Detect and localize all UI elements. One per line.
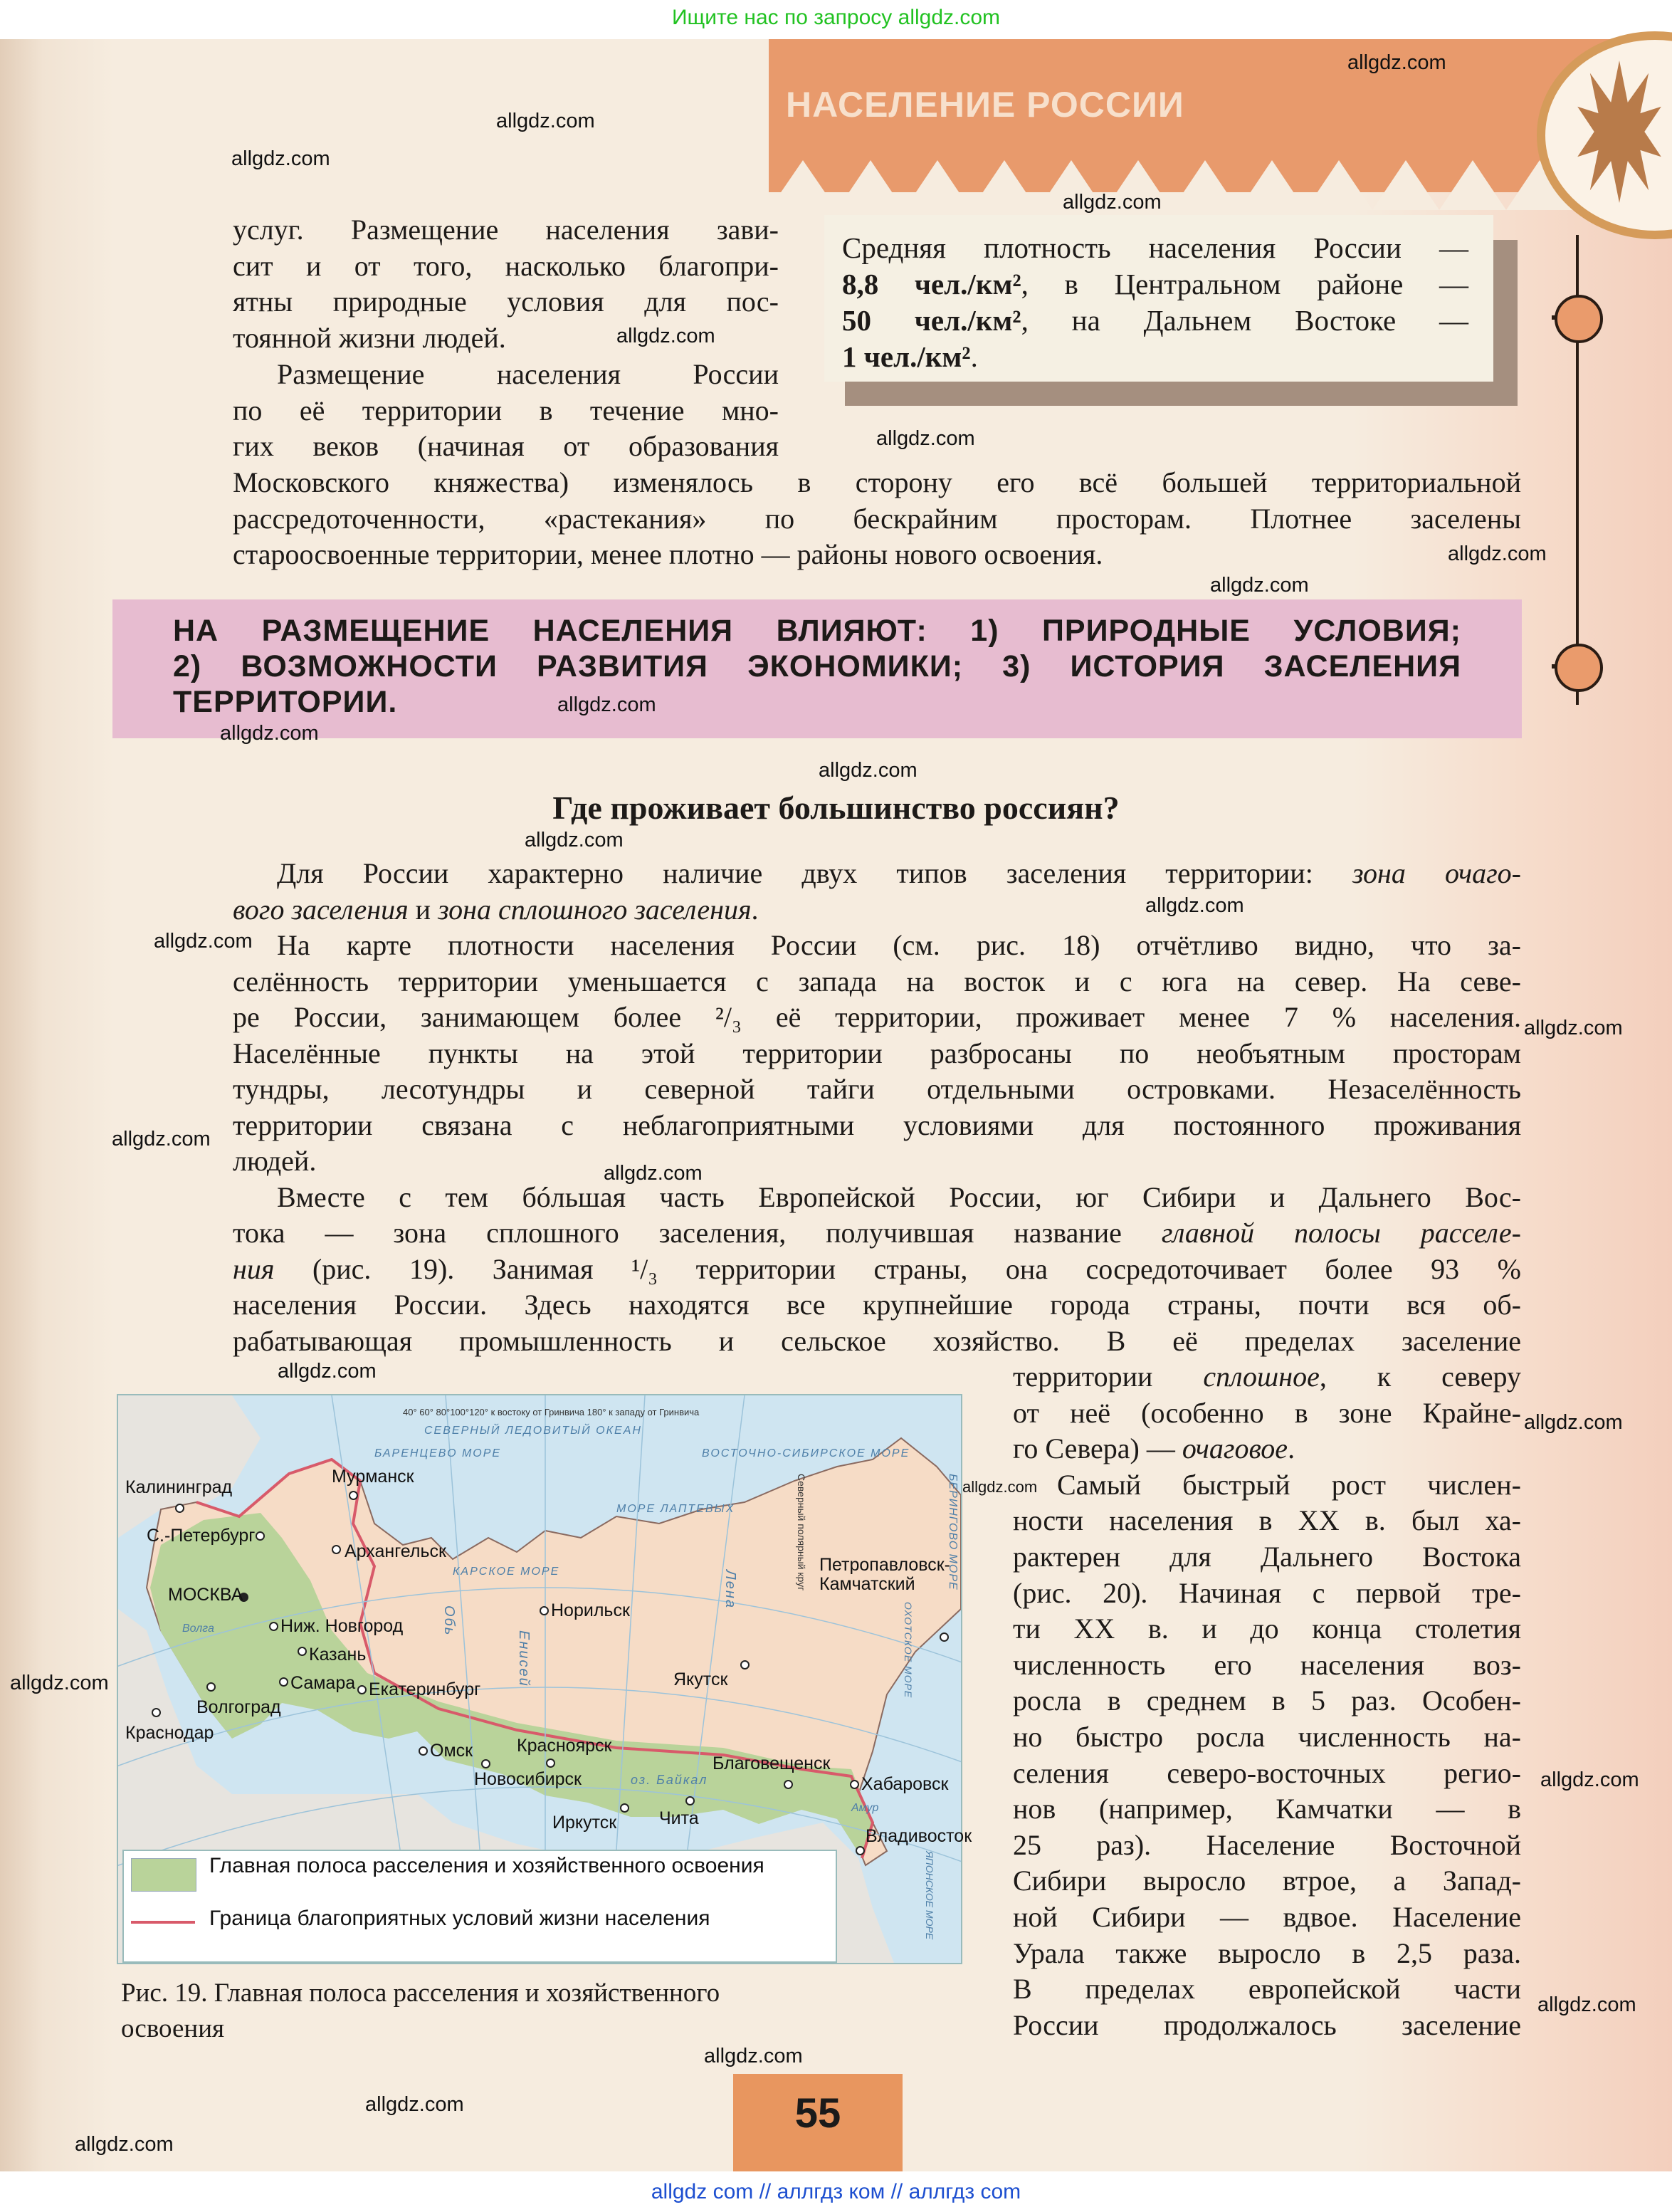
text-run: нов (например, Камчатки — в bbox=[1013, 1793, 1521, 1825]
city-marker bbox=[175, 1504, 184, 1513]
text-run: но быстро росла численность на- bbox=[1013, 1721, 1521, 1753]
text-run: староосвоенные территории, менее плотно — районы нового освоения. bbox=[233, 538, 1103, 571]
city-label: Хабаровск bbox=[861, 1774, 949, 1794]
sea-label: ВОСТОЧНО-СИБИРСКОЕ МОРЕ bbox=[702, 1447, 910, 1459]
bottom-banner[interactable]: allgdz com // аллгдз ком // аллгдз com bbox=[0, 2171, 1672, 2212]
text-run: рассредоточенности, «растекания» по бескрайним просторам. Плотнее заселены bbox=[233, 502, 1521, 535]
city-label: Волгоград bbox=[196, 1697, 281, 1717]
city-label: Красноярск bbox=[517, 1736, 612, 1756]
chapter-title: НАСЕЛЕНИЕ РОССИИ bbox=[786, 85, 1184, 125]
text-line bbox=[1013, 1576, 1521, 1611]
city-marker bbox=[152, 1708, 161, 1717]
text-line bbox=[1013, 1431, 1295, 1467]
city-label: Петропавловск-Камчатский bbox=[819, 1555, 950, 1594]
watermark: allgdz.com bbox=[496, 110, 595, 132]
city-label: Екатеринбург bbox=[369, 1679, 481, 1699]
text-run: Для России характерно наличие двух типов заселения территории: bbox=[277, 857, 1352, 889]
city-marker bbox=[685, 1796, 695, 1805]
text-run: . bbox=[970, 340, 978, 373]
text-line bbox=[233, 320, 506, 356]
map-legend bbox=[122, 1850, 837, 1963]
text-line bbox=[233, 501, 1521, 537]
watermark: allgdz.com bbox=[819, 759, 918, 782]
bold-value: 50 чел./км² bbox=[842, 304, 1021, 337]
text-run: от неё (особенно в зоне Крайне- bbox=[1013, 1396, 1521, 1429]
city-marker bbox=[784, 1780, 793, 1789]
city-marker bbox=[357, 1685, 367, 1694]
city-marker bbox=[481, 1759, 490, 1768]
city-label: Омск bbox=[430, 1741, 473, 1761]
text-run: го Севера) — bbox=[1013, 1432, 1182, 1465]
sea-label: ОХОТСКОЕ МОРЕ bbox=[903, 1602, 914, 1699]
text-run: Населённые пункты на этой территории разбросаны по необъятным просторам bbox=[233, 1037, 1521, 1069]
key-fact-line: ТЕРРИТОРИИ. bbox=[173, 685, 398, 719]
city-label: МОСКВА bbox=[168, 1585, 243, 1605]
watermark: allgdz.com bbox=[278, 1360, 377, 1383]
legend-swatch-border bbox=[131, 1921, 195, 1924]
city-label: Владивосток bbox=[866, 1826, 972, 1846]
text-run: . bbox=[751, 893, 759, 926]
text-line bbox=[1013, 1863, 1521, 1899]
text-line bbox=[1013, 1359, 1521, 1395]
text-run: Вместе с тем бóльшая часть Европейской России, юг Сибири и Дальнего Вос- bbox=[277, 1180, 1521, 1213]
city-label: Чита bbox=[659, 1808, 699, 1828]
city-label: Самара bbox=[290, 1673, 356, 1693]
text-run: тока — зона сплошного заселения, получившая название bbox=[233, 1217, 1162, 1249]
text-run: , на Дальнем Востоке — bbox=[1021, 304, 1468, 337]
watermark: allgdz.com bbox=[1210, 574, 1309, 597]
text-line bbox=[1013, 1971, 1521, 2007]
timeline-knob bbox=[1555, 644, 1603, 692]
lake-label: оз. Байкал bbox=[631, 1773, 708, 1787]
watermark: allgdz.com bbox=[1540, 1768, 1639, 1791]
text-run: (рис. 20). Начиная с первой тре- bbox=[1013, 1576, 1521, 1609]
river-label: Енисей bbox=[516, 1630, 532, 1687]
city-marker bbox=[419, 1746, 428, 1756]
text-line bbox=[233, 1071, 1521, 1107]
text-line bbox=[233, 1036, 1521, 1071]
bold-value: 1 чел./км² bbox=[842, 340, 971, 373]
watermark: allgdz.com bbox=[220, 722, 319, 745]
text-run: тоянной жизни людей. bbox=[233, 322, 506, 355]
sea-label: СЕВЕРНЫЙ ЛЕДОВИТЫЙ ОКЕАН bbox=[424, 1425, 642, 1437]
watermark: allgdz.com bbox=[1347, 51, 1446, 74]
city-marker bbox=[206, 1682, 216, 1692]
legend-label: Граница благоприятных условий жизни населения bbox=[209, 1907, 710, 1930]
text-line bbox=[277, 1180, 1521, 1215]
text-line bbox=[233, 892, 759, 928]
text-line bbox=[233, 1252, 1521, 1287]
text-run: гих веков (начиная от образования bbox=[233, 430, 779, 463]
watermark: allgdz.com bbox=[365, 2093, 464, 2116]
watermark: allgdz.com bbox=[616, 325, 715, 347]
italic-term: вого заселения bbox=[233, 893, 409, 926]
text-line bbox=[1013, 2008, 1521, 2043]
text-line bbox=[233, 1000, 1521, 1035]
text-line bbox=[1013, 1719, 1521, 1755]
text-run: На карте плотности населения России (см. рис. 18) отчётливо видно, что за- bbox=[277, 929, 1521, 961]
city-marker bbox=[740, 1660, 750, 1670]
river-label: Амур bbox=[851, 1802, 879, 1814]
city-label: Краснодар bbox=[125, 1723, 214, 1743]
text-line bbox=[1013, 1756, 1521, 1791]
watermark: allgdz.com bbox=[962, 1478, 1038, 1496]
polar-circle-label: Северный полярный круг bbox=[796, 1474, 807, 1591]
watermark: allgdz.com bbox=[1537, 1993, 1636, 2016]
text-line bbox=[1013, 1899, 1521, 1935]
text-line bbox=[233, 284, 779, 320]
sea-label: ЯПОНСКОЕ МОРЕ bbox=[924, 1851, 935, 1940]
text-line bbox=[233, 1323, 1521, 1359]
sea-label: КАРСКОЕ МОРЕ bbox=[453, 1566, 560, 1578]
city-marker bbox=[349, 1491, 358, 1500]
city-marker bbox=[269, 1622, 278, 1631]
text-run: 25 раз). Население Восточной bbox=[1013, 1828, 1521, 1861]
graticule-label: 40° 60° 80°100°120° к востоку от Гринвича 180° к западу от Гринвича bbox=[403, 1407, 700, 1417]
legend-swatch-belt bbox=[131, 1858, 196, 1892]
text-run: росла в среднем в 5 раз. Особен- bbox=[1013, 1684, 1521, 1717]
city-label: С.-Петербург bbox=[147, 1526, 256, 1546]
city-marker bbox=[279, 1677, 288, 1687]
text-run: населения России. Здесь находятся все крупнейшие города страны, почти вся об- bbox=[233, 1289, 1521, 1321]
text-line bbox=[1013, 1791, 1521, 1827]
box-shadow bbox=[845, 382, 1518, 406]
watermark: allgdz.com bbox=[525, 829, 624, 851]
italic-term: очаговое bbox=[1182, 1432, 1288, 1465]
watermark: allgdz.com bbox=[1524, 1017, 1623, 1039]
city-label: Архангельск bbox=[345, 1541, 446, 1561]
text-line bbox=[233, 537, 1103, 572]
text-line bbox=[1013, 1936, 1521, 1971]
text-line bbox=[842, 339, 978, 374]
zigzag-edge bbox=[769, 153, 1623, 210]
city-marker bbox=[940, 1632, 949, 1642]
city-marker bbox=[540, 1606, 549, 1615]
city-marker bbox=[620, 1803, 629, 1813]
text-run: селения северо-восточных регио- bbox=[1013, 1756, 1521, 1789]
watermark: allgdz.com bbox=[112, 1128, 211, 1150]
text-line bbox=[842, 266, 1468, 302]
watermark: allgdz.com bbox=[1145, 894, 1244, 917]
text-run: Московского княжества) изменялось в сторону его всё большей территориальной bbox=[233, 466, 1521, 498]
text-line bbox=[1013, 1611, 1521, 1647]
sea-label: БАРЕНЦЕВО МОРЕ bbox=[374, 1447, 502, 1459]
text-run: В пределах европейской части bbox=[1013, 1973, 1521, 2006]
watermark: allgdz.com bbox=[75, 2133, 174, 2156]
text-run: , к северу bbox=[1319, 1361, 1522, 1393]
text-run: рабатывающая промышленность и сельское хозяйство. В её пределах заселение bbox=[233, 1324, 1521, 1357]
text-run: (рис. 19). Занимая ¹/₃ территории страны, она сосредоточивает более 93 % bbox=[274, 1252, 1521, 1285]
text-line bbox=[1057, 1467, 1521, 1503]
city-label: Благовещенск bbox=[713, 1754, 831, 1773]
city-marker bbox=[256, 1531, 265, 1541]
river-label: Лена bbox=[722, 1570, 738, 1609]
text-line bbox=[233, 465, 1521, 500]
top-banner[interactable]: Ищите нас по запросу allgdz.com bbox=[671, 6, 1001, 29]
text-run: России продолжалось заселение bbox=[1013, 2008, 1521, 2041]
text-run: тундры, лесотундры и северной тайги отдельными островками. Незаселённость bbox=[233, 1073, 1521, 1105]
watermark: allgdz.com bbox=[557, 693, 656, 716]
watermark: allgdz.com bbox=[10, 1672, 109, 1694]
star-icon bbox=[1577, 61, 1662, 203]
key-fact-line: НА РАЗМЕЩЕНИЕ НАСЕЛЕНИЯ ВЛИЯЮТ: 1) ПРИРОДНЫЕ УСЛОВИЯ; bbox=[173, 614, 1461, 648]
text-run: ной Сибири — вдвое. Население bbox=[1013, 1901, 1521, 1933]
text-line bbox=[233, 1287, 1521, 1323]
text-line bbox=[233, 1143, 316, 1179]
text-line bbox=[1013, 1647, 1521, 1683]
watermark: allgdz.com bbox=[1063, 191, 1162, 214]
timeline-knob bbox=[1555, 295, 1603, 343]
text-line bbox=[277, 856, 1521, 891]
sea-label: БЕРИНГОВО МОРЕ bbox=[947, 1474, 959, 1590]
text-line bbox=[233, 1108, 1521, 1143]
text-line bbox=[233, 393, 779, 429]
text-run: Урала также выросло в 2,5 раза. bbox=[1013, 1936, 1521, 1969]
page-number: 55 bbox=[794, 2090, 841, 2137]
text-run: , в Центральном районе — bbox=[1021, 268, 1468, 300]
text-line bbox=[1013, 1395, 1521, 1431]
text-run: по её территории в течение мно- bbox=[233, 394, 779, 426]
city-label: Иркутск bbox=[552, 1813, 617, 1833]
city-label: Мурманск bbox=[332, 1467, 414, 1487]
city-marker bbox=[856, 1846, 865, 1855]
text-line bbox=[1013, 1503, 1521, 1539]
text-line bbox=[1013, 1539, 1521, 1575]
text-run: Средняя плотность населения России — bbox=[842, 231, 1468, 264]
italic-term: зона сплошного заселения bbox=[438, 893, 752, 926]
settlement-map bbox=[117, 1394, 972, 1964]
text-run: численность его населения воз- bbox=[1013, 1648, 1521, 1681]
text-line bbox=[842, 303, 1468, 338]
city-marker bbox=[850, 1780, 859, 1789]
text-line bbox=[233, 1215, 1521, 1251]
text-run: сит и от того, насколько благопри- bbox=[233, 249, 779, 282]
city-label: Ниж. Новгород bbox=[280, 1616, 404, 1636]
river-label: Обь bbox=[441, 1605, 457, 1637]
legend-label: Главная полоса расселения и хозяйственного освоения bbox=[209, 1854, 764, 1877]
key-fact-line: 2) ВОЗМОЖНОСТИ РАЗВИТИЯ ЭКОНОМИКИ; 3) ИСТОРИЯ ЗАСЕЛЕНИЯ bbox=[173, 649, 1461, 683]
text-run: и bbox=[408, 893, 438, 926]
text-run: ятны природные условия для пос- bbox=[233, 285, 779, 318]
text-run: Размещение населения России bbox=[277, 357, 779, 390]
text-run: селённость территории уменьшается с запада на восток и с юга на север. На севе- bbox=[233, 965, 1521, 997]
text-line bbox=[277, 928, 1521, 963]
watermark: allgdz.com bbox=[231, 147, 330, 170]
watermark: allgdz.com bbox=[154, 930, 253, 953]
italic-term: главной полосы расселе- bbox=[1161, 1217, 1521, 1249]
italic-term: сплошное bbox=[1203, 1361, 1320, 1393]
text-line bbox=[1013, 1828, 1521, 1863]
text-line bbox=[233, 212, 779, 248]
text-run: ти XX в. и до конца столетия bbox=[1013, 1613, 1521, 1645]
text-line bbox=[233, 429, 779, 464]
text-run: территории связана с неблагоприятными условиями для постоянного проживания bbox=[233, 1108, 1521, 1141]
city-marker bbox=[332, 1545, 341, 1554]
city-label: Калининград bbox=[125, 1477, 233, 1497]
text-run: людей. bbox=[233, 1145, 317, 1177]
text-run: рактерен для Дальнего Востока bbox=[1013, 1541, 1521, 1573]
text-run: услуг. Размещение населения зави- bbox=[233, 214, 779, 246]
river-label: Волга bbox=[182, 1623, 214, 1635]
text-line bbox=[233, 964, 1521, 1000]
italic-term: зона очаго- bbox=[1352, 857, 1521, 889]
city-label: Новосибирск bbox=[474, 1769, 582, 1789]
watermark: allgdz.com bbox=[604, 1162, 703, 1185]
italic-term: ния bbox=[233, 1252, 275, 1285]
text-run: ре России, занимающем более ²/₃ её территории, проживает менее 7 % населения. bbox=[233, 1001, 1521, 1033]
watermark: allgdz.com bbox=[1524, 1411, 1623, 1434]
city-marker bbox=[298, 1647, 307, 1656]
text-run: Сибири выросло втрое, а Запад- bbox=[1013, 1865, 1521, 1897]
section-heading: Где проживает большинство россиян? bbox=[552, 790, 1120, 826]
city-label: Норильск bbox=[551, 1600, 630, 1620]
text-run: территории bbox=[1013, 1361, 1204, 1393]
city-label: Казань bbox=[309, 1645, 367, 1665]
watermark: allgdz.com bbox=[876, 427, 975, 450]
figure-caption: освоения bbox=[121, 2014, 225, 2043]
text-line bbox=[842, 230, 1468, 266]
text-line bbox=[233, 248, 779, 284]
watermark: allgdz.com bbox=[1448, 542, 1547, 565]
text-run: . bbox=[1288, 1432, 1295, 1465]
text-line bbox=[1013, 1683, 1521, 1719]
watermark: allgdz.com bbox=[704, 2045, 803, 2067]
text-line bbox=[277, 357, 779, 392]
bold-value: 8,8 чел./км² bbox=[842, 268, 1021, 300]
sea-label: МОРЕ ЛАПТЕВЫХ bbox=[616, 1503, 735, 1515]
city-marker bbox=[546, 1758, 555, 1768]
text-run: Самый быстрый рост числен- bbox=[1057, 1468, 1521, 1501]
text-run: ности населения в XX в. был ха- bbox=[1013, 1504, 1521, 1537]
figure-caption: Рис. 19. Главная полоса расселения и хозяйственного bbox=[121, 1978, 720, 2008]
city-label: Якутск bbox=[673, 1670, 728, 1689]
